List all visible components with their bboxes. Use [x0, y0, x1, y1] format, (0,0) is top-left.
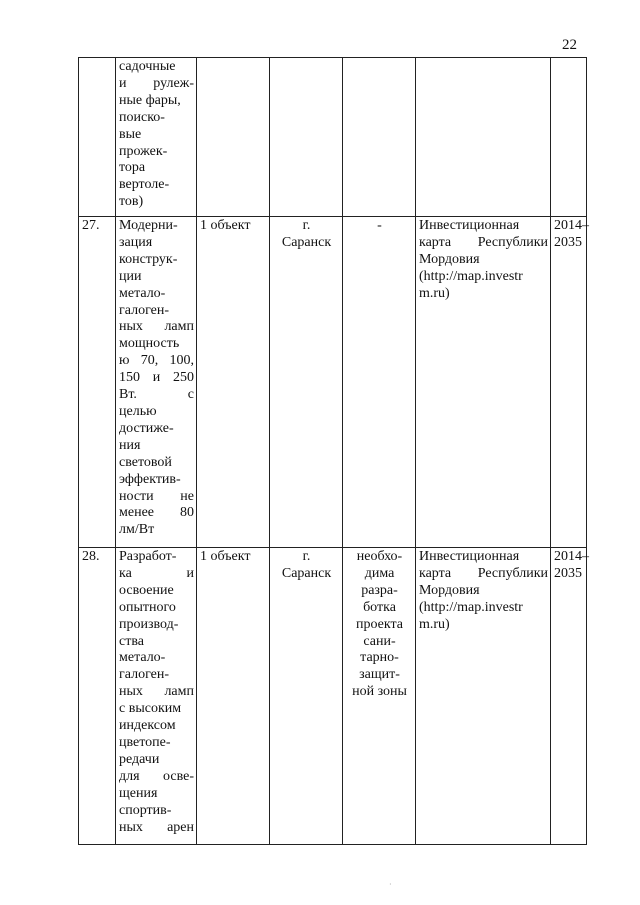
quantity-cell: 1 объект: [197, 548, 270, 845]
project-name-line: садочные: [119, 59, 176, 74]
source-cell: [416, 217, 551, 548]
project-name-line: поиско-: [119, 109, 165, 125]
project-name-line: ния: [119, 437, 141, 453]
note-cell: [343, 548, 416, 845]
period-line: 2035: [554, 565, 582, 581]
project-name-line: ции: [119, 268, 142, 284]
period-line: 2035: [554, 234, 582, 250]
row-number-cell: 27.: [79, 217, 116, 548]
page-number: 22: [562, 37, 577, 53]
source-line: карта Республики: [419, 565, 548, 581]
table-row: [79, 217, 587, 548]
projects-table: [78, 57, 587, 845]
project-name-line: освоение: [119, 582, 174, 598]
project-name-line: цветопе-: [119, 734, 171, 750]
project-name-line: с высоким: [119, 701, 182, 717]
source-line: m.ru): [419, 616, 450, 632]
project-name-line: ные фары,: [119, 92, 181, 108]
project-name-line: менее 80: [119, 505, 194, 521]
project-name-line: Модерни-: [119, 218, 178, 233]
source-line: Инвестиционная: [419, 218, 520, 233]
source-cell: [416, 58, 551, 217]
source-line: Инвестиционная: [419, 549, 520, 564]
period-line: 2014–: [554, 549, 589, 564]
note-line: необхо-: [356, 549, 403, 564]
project-name-line: ности не: [119, 488, 194, 504]
note-line: сани-: [363, 633, 396, 649]
source-line: (http://map.investr: [419, 599, 523, 615]
project-name-line: эффектив-: [119, 471, 181, 487]
note-line: ной зоны: [352, 684, 407, 700]
note-line: тарно-: [360, 650, 399, 666]
note-line: ботка: [363, 599, 396, 615]
project-name-line: вые: [119, 126, 142, 142]
location-line: г.: [302, 549, 311, 564]
project-name-line: достиже-: [119, 420, 174, 436]
project-name-line: тов): [119, 194, 144, 210]
note-line: защит-: [359, 667, 400, 683]
table-row: [79, 58, 587, 217]
project-name-line: ных ламп: [119, 684, 194, 700]
source-line: карта Республики: [419, 234, 548, 250]
project-name-line: Разработ-: [119, 549, 177, 564]
project-name-line: вертоле-: [119, 177, 170, 193]
source-line: Мордовия: [419, 251, 480, 267]
location-line: Саранск: [281, 234, 332, 250]
quantity-cell: 1 объект: [197, 217, 270, 548]
location-cell: [270, 217, 343, 548]
project-name-line: ства: [119, 633, 144, 649]
note-line: дима: [364, 565, 395, 581]
source-cell: [416, 548, 551, 845]
project-name-line: 150 и 250: [119, 370, 194, 386]
project-name-line: щения: [119, 785, 158, 801]
period-cell: [551, 217, 587, 548]
project-name-line: лм/Вт: [119, 522, 155, 538]
project-name-line: галоген-: [119, 667, 169, 683]
location-cell: [270, 58, 343, 217]
project-name-line: галоген-: [119, 302, 169, 318]
project-name-cell: [116, 58, 197, 217]
project-name-line: спортив-: [119, 802, 172, 818]
project-name-line: ных арен: [119, 819, 194, 835]
project-name-line: целью: [119, 403, 157, 419]
source-line: Мордовия: [419, 582, 480, 598]
project-name-line: опытного: [119, 599, 176, 615]
source-line: m.ru): [419, 285, 450, 301]
scan-mark: ·: [389, 880, 392, 889]
project-name-line: производ-: [119, 616, 179, 632]
project-name-line: метало-: [119, 285, 166, 301]
location-line: Саранск: [281, 565, 332, 581]
period-cell: [551, 58, 587, 217]
project-name-line: конструк-: [119, 251, 178, 267]
note-line: разра-: [361, 582, 398, 598]
location-cell: [270, 548, 343, 845]
project-name-line: Вт. с: [119, 387, 194, 403]
quantity-cell: [197, 58, 270, 217]
project-name-line: ю 70, 100,: [119, 353, 194, 369]
project-name-cell: [116, 217, 197, 548]
project-name-line: редачи: [119, 751, 160, 767]
note-line: -: [377, 218, 382, 233]
source-line: (http://map.investr: [419, 268, 523, 284]
project-name-cell: [116, 548, 197, 845]
table-row: [79, 548, 587, 845]
row-number-cell: 28.: [79, 548, 116, 845]
row-number-cell: [79, 58, 116, 217]
period-line: 2014–: [554, 218, 589, 233]
project-name-line: тора: [119, 160, 146, 176]
project-name-line: прожек-: [119, 143, 168, 159]
period-cell: [551, 548, 587, 845]
note-cell: [343, 58, 416, 217]
project-name-line: ка и: [119, 565, 194, 581]
note-cell: [343, 217, 416, 548]
project-name-line: зация: [119, 234, 153, 250]
project-name-line: метало-: [119, 650, 166, 666]
project-name-line: и рулеж-: [119, 75, 194, 91]
project-name-line: световой: [119, 454, 172, 470]
location-line: г.: [302, 218, 311, 233]
project-name-line: для осве-: [119, 768, 194, 784]
project-name-line: мощность: [119, 336, 180, 352]
project-name-line: ных ламп: [119, 319, 194, 335]
note-line: проекта: [356, 616, 403, 632]
project-name-line: индексом: [119, 718, 176, 734]
